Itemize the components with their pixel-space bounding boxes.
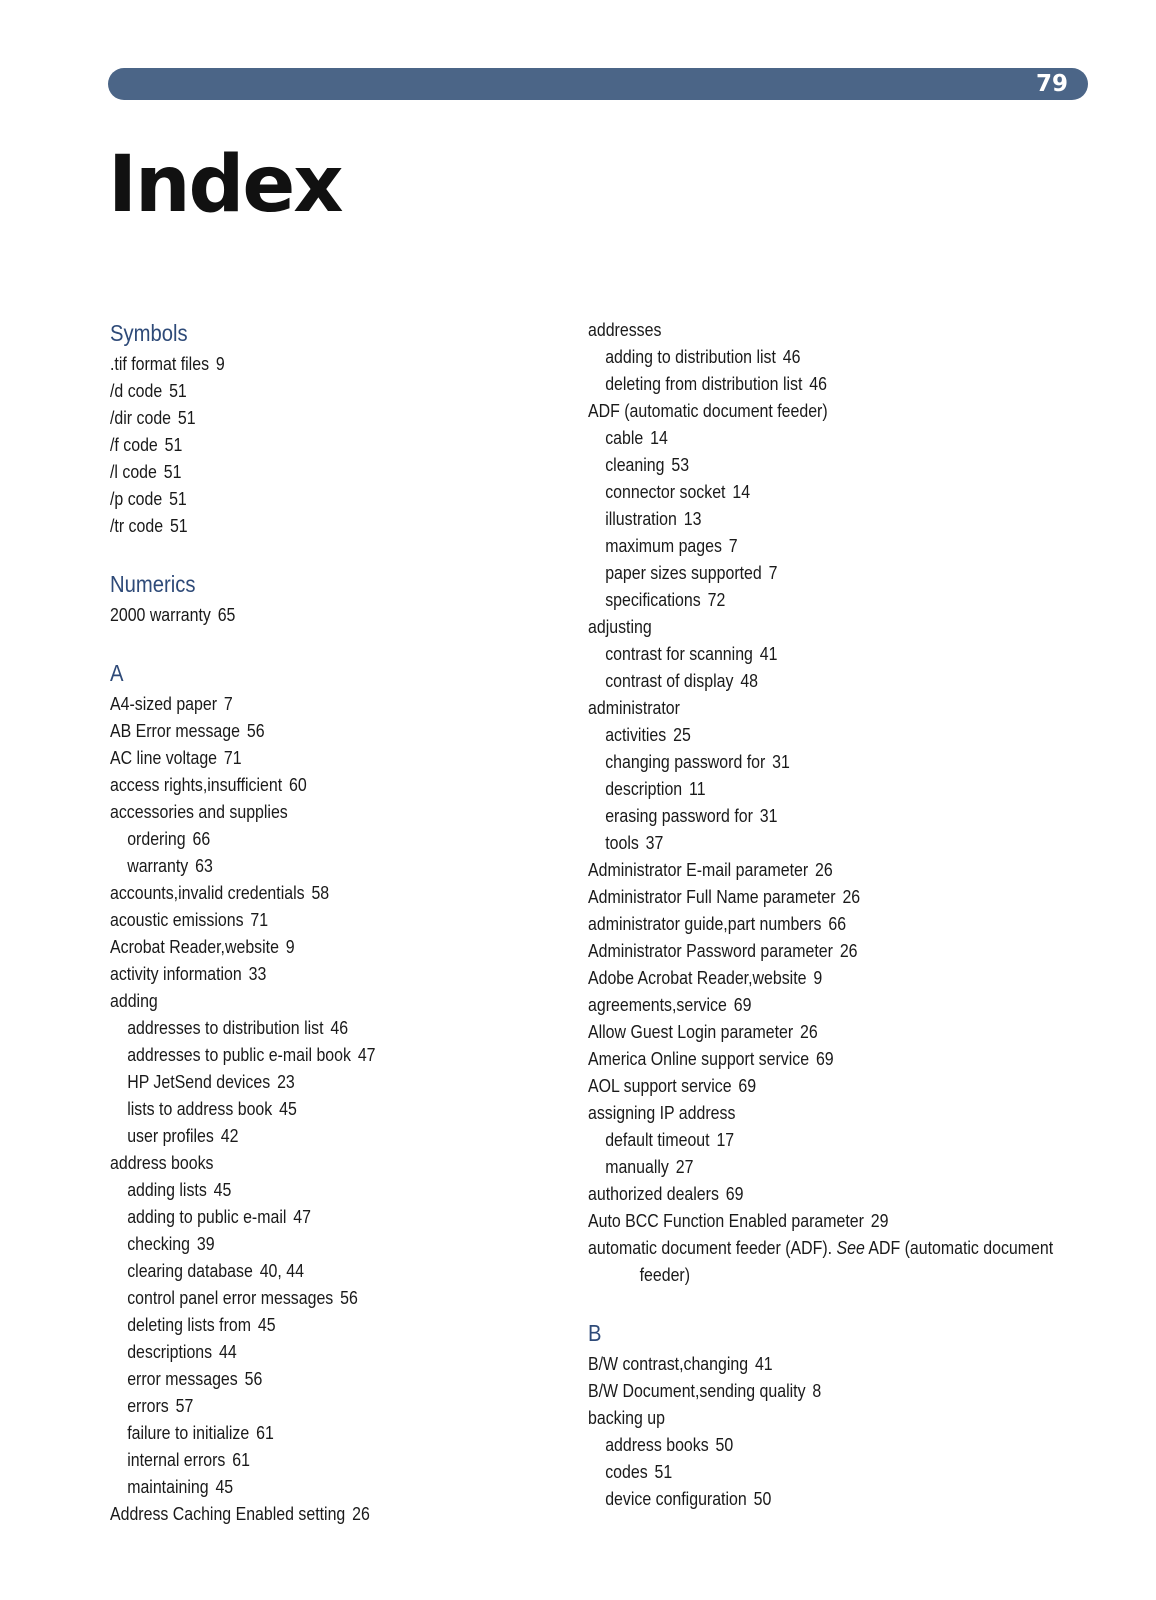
page-reference: 51	[169, 488, 187, 509]
index-entry	[110, 1149, 514, 1176]
page-reference: 71	[250, 909, 269, 930]
page-number: 79	[1035, 71, 1068, 97]
index-entry	[110, 1284, 514, 1311]
page-reference: 56	[244, 1368, 263, 1389]
page-reference: 61	[256, 1422, 274, 1443]
index-entry	[588, 532, 1018, 559]
entry-term: device configuration	[605, 1488, 747, 1509]
entry-term: America Online support service	[588, 1048, 810, 1069]
index-entry	[110, 960, 514, 987]
page-reference: 45	[257, 1314, 276, 1335]
index-entry	[588, 505, 1018, 532]
section-heading: B	[588, 1320, 602, 1346]
page-reference: 13	[683, 508, 702, 529]
index-entry	[110, 1014, 514, 1041]
index-entry	[110, 798, 514, 825]
index-entry	[588, 559, 1018, 586]
entry-term: adding lists	[127, 1179, 207, 1200]
entry-term: accessories and supplies	[110, 801, 288, 822]
index-entry	[110, 1419, 514, 1446]
entry-term: cleaning	[605, 454, 665, 475]
index-section	[588, 316, 1088, 1288]
page-reference: 56	[340, 1287, 358, 1308]
entry-term: tools	[605, 832, 639, 853]
page-reference: 39	[196, 1233, 215, 1254]
entry-term: activities	[605, 724, 667, 745]
entry-term: AB Error message	[110, 720, 240, 741]
index-column-right	[588, 316, 1088, 1540]
page-reference: 33	[248, 963, 267, 984]
page-reference: 66	[828, 913, 847, 934]
page-reference: 41	[754, 1353, 773, 1374]
index-entry	[588, 1485, 1018, 1512]
index-entry	[588, 721, 1018, 748]
index-entry	[588, 343, 1018, 370]
page-reference: 27	[675, 1156, 694, 1177]
index-entry	[110, 771, 514, 798]
page-reference: 46	[809, 373, 827, 394]
header-bar	[108, 68, 1088, 100]
index-entry	[588, 586, 1018, 613]
entry-term: user profiles	[127, 1125, 214, 1146]
page-reference: 7	[728, 535, 738, 556]
entry-term: addresses	[588, 319, 662, 340]
index-entry	[110, 1338, 514, 1365]
index-entry	[110, 1122, 514, 1149]
see-target-continued: feeder)	[639, 1264, 691, 1285]
index-entry	[110, 1473, 514, 1500]
index-entry	[110, 512, 514, 539]
index-entry	[588, 1180, 1018, 1207]
index-entry	[588, 1126, 1018, 1153]
index-entry	[588, 1458, 1018, 1485]
page-reference: 26	[352, 1503, 370, 1524]
entry-term: assigning IP address	[588, 1102, 736, 1123]
page-reference: 25	[673, 724, 691, 745]
page-reference: 8	[812, 1380, 822, 1401]
page-reference: 17	[716, 1129, 735, 1150]
entry-term: internal errors	[127, 1449, 226, 1470]
index-entry	[588, 478, 1018, 505]
index-entry	[588, 424, 1018, 451]
index-entry	[110, 431, 514, 458]
page-reference: 45	[215, 1476, 234, 1497]
entry-term: Adobe Acrobat Reader,website	[588, 967, 807, 988]
index-entry	[110, 1203, 514, 1230]
page-reference: 56	[246, 720, 265, 741]
entry-term: specifications	[605, 589, 701, 610]
entry-term: changing password for	[605, 751, 766, 772]
index-entry	[110, 404, 514, 431]
entry-term: descriptions	[127, 1341, 213, 1362]
entry-term: automatic document feeder (ADF).	[588, 1237, 833, 1258]
page-reference: 14	[732, 481, 751, 502]
entry-term: codes	[605, 1461, 648, 1482]
entry-term: erasing password for	[605, 805, 753, 826]
index-entry	[110, 1446, 514, 1473]
index-entry	[110, 744, 514, 771]
page-reference: 50	[715, 1434, 734, 1455]
index-entry	[110, 852, 514, 879]
entry-term: deleting lists from	[127, 1314, 251, 1335]
section-heading: A	[110, 660, 124, 686]
entry-term: adding to public e-mail	[127, 1206, 287, 1227]
page-reference: 50	[753, 1488, 772, 1509]
index-entry	[110, 458, 514, 485]
index-entry	[588, 1350, 1018, 1377]
page-reference: 69	[815, 1048, 834, 1069]
index-entry	[110, 601, 514, 628]
index-entry	[110, 1230, 514, 1257]
page-reference: 48	[740, 670, 759, 691]
index-entry	[110, 987, 514, 1014]
index-entry	[588, 316, 1018, 343]
entry-term: warranty	[127, 855, 189, 876]
page-reference: 46	[330, 1017, 349, 1038]
index-section	[110, 316, 580, 539]
section-heading: Numerics	[110, 571, 196, 597]
page-reference: 26	[839, 940, 858, 961]
entry-term: errors	[127, 1395, 169, 1416]
page-reference: 51	[169, 380, 187, 401]
page-reference: 72	[707, 589, 726, 610]
entry-term: activity information	[110, 963, 242, 984]
entry-term: administrator guide,part numbers	[588, 913, 822, 934]
entry-term: contrast for scanning	[605, 643, 753, 664]
index-entry	[110, 1500, 514, 1527]
index-entry	[588, 397, 1018, 424]
page-reference: 47	[293, 1206, 311, 1227]
page-reference: 51	[163, 461, 182, 482]
index-entry	[588, 937, 1018, 964]
page-reference: 26	[842, 886, 861, 907]
index-entry	[588, 1045, 1018, 1072]
page-reference: 45	[279, 1098, 297, 1119]
index-entry	[110, 879, 514, 906]
index-entry	[110, 1257, 514, 1284]
index-entry	[110, 690, 514, 717]
index-entry	[110, 1365, 514, 1392]
entry-term: maintaining	[127, 1476, 209, 1497]
page-reference: 37	[645, 832, 664, 853]
index-entry	[588, 667, 1018, 694]
entry-term: administrator	[588, 697, 680, 718]
entry-term: /d code	[110, 380, 163, 401]
index-entry	[110, 933, 514, 960]
entry-term: Administrator E-mail parameter	[588, 859, 809, 880]
entry-term: accounts,invalid credentials	[110, 882, 305, 903]
entry-term: description	[605, 778, 683, 799]
index-entry	[110, 1041, 514, 1068]
entry-term: /dir code	[110, 407, 172, 428]
entry-term: agreements,service	[588, 994, 727, 1015]
index-column-left	[110, 316, 580, 1555]
index-entry	[588, 748, 1018, 775]
index-entry	[110, 1311, 514, 1338]
entry-term: cable	[605, 427, 644, 448]
entry-term: checking	[127, 1233, 190, 1254]
page-reference: 63	[195, 855, 213, 876]
index-entry	[110, 1068, 514, 1095]
entry-term: address books	[605, 1434, 709, 1455]
page-reference: 23	[277, 1071, 295, 1092]
page-reference: 9	[285, 936, 295, 957]
entry-term: contrast of display	[605, 670, 734, 691]
entry-term: backing up	[588, 1407, 665, 1428]
index-entry	[588, 1018, 1018, 1045]
entry-term: HP JetSend devices	[127, 1071, 271, 1092]
page-title: Index	[108, 140, 342, 230]
page-reference: 9	[215, 353, 225, 374]
entry-term: maximum pages	[605, 535, 722, 556]
index-section	[110, 567, 580, 628]
entry-term: B/W contrast,changing	[588, 1353, 749, 1374]
index-entry	[588, 1404, 1018, 1431]
entry-term: .tif format files	[110, 353, 210, 374]
page-reference: 9	[813, 967, 823, 988]
page-reference: 40, 44	[259, 1260, 304, 1281]
entry-term: addresses to public e-mail book	[127, 1044, 351, 1065]
section-heading: Symbols	[110, 320, 188, 346]
page-reference: 65	[217, 604, 236, 625]
entry-term: paper sizes supported	[605, 562, 762, 583]
page-reference: 31	[772, 751, 790, 772]
entry-term: control panel error messages	[127, 1287, 334, 1308]
index-entry	[588, 856, 1018, 883]
page-reference: 69	[733, 994, 752, 1015]
index-entry	[110, 350, 514, 377]
page-reference: 42	[220, 1125, 239, 1146]
page-reference: 41	[759, 643, 778, 664]
page-reference: 57	[175, 1395, 194, 1416]
entry-term: /p code	[110, 488, 163, 509]
entry-term: failure to initialize	[127, 1422, 250, 1443]
page-reference: 44	[218, 1341, 237, 1362]
index-entry	[110, 825, 514, 852]
entry-term: Administrator Full Name parameter	[588, 886, 836, 907]
entry-term: ADF (automatic document feeder)	[588, 400, 828, 421]
index-entry	[588, 802, 1018, 829]
entry-term: deleting from distribution list	[605, 373, 803, 394]
see-reference: See	[836, 1237, 865, 1258]
entry-term: access rights,insufficient	[110, 774, 283, 795]
page-reference: 66	[192, 828, 211, 849]
page-reference: 53	[671, 454, 690, 475]
page-reference: 26	[800, 1021, 818, 1042]
index-entry	[110, 1176, 514, 1203]
index-entry	[588, 775, 1018, 802]
entry-term: AOL support service	[588, 1075, 732, 1096]
entry-term: authorized dealers	[588, 1183, 719, 1204]
entry-term: error messages	[127, 1368, 238, 1389]
index-entry	[588, 1234, 1054, 1288]
page-reference: 51	[169, 515, 188, 536]
index-entry	[588, 883, 1018, 910]
page-reference: 61	[232, 1449, 250, 1470]
entry-term: adjusting	[588, 616, 652, 637]
entry-term: addresses to distribution list	[127, 1017, 324, 1038]
page-reference: 51	[177, 407, 196, 428]
page-reference: 46	[782, 346, 801, 367]
page-reference: 60	[289, 774, 307, 795]
page-reference: 11	[689, 778, 706, 799]
page-reference: 58	[311, 882, 330, 903]
page-reference: 47	[357, 1044, 376, 1065]
page-reference: 51	[654, 1461, 673, 1482]
entry-term: B/W Document,sending quality	[588, 1380, 806, 1401]
index-entry	[588, 1099, 1018, 1126]
entry-term: illustration	[605, 508, 677, 529]
see-target: ADF (automatic document	[868, 1237, 1054, 1258]
page-reference: 26	[815, 859, 833, 880]
page-reference: 45	[213, 1179, 232, 1200]
page-reference: 69	[725, 1183, 744, 1204]
entry-term: /l code	[110, 461, 157, 482]
entry-term: /f code	[110, 434, 158, 455]
index-section	[110, 656, 580, 1527]
page-reference: 14	[650, 427, 668, 448]
index-entry	[588, 1072, 1018, 1099]
entry-term: adding to distribution list	[605, 346, 776, 367]
index-entry	[588, 1207, 1018, 1234]
index-entry	[588, 451, 1018, 478]
page-reference: 69	[738, 1075, 757, 1096]
page-reference: 31	[759, 805, 778, 826]
index-entry	[110, 377, 514, 404]
index-entry	[110, 906, 514, 933]
index-entry	[588, 1377, 1018, 1404]
entry-term: acoustic emissions	[110, 909, 244, 930]
entry-term: Auto BCC Function Enabled parameter	[588, 1210, 864, 1231]
entry-term: A4-sized paper	[110, 693, 218, 714]
entry-term: adding	[110, 990, 158, 1011]
page-reference: 7	[223, 693, 233, 714]
entry-term: address books	[110, 1152, 214, 1173]
index-entry	[588, 910, 1018, 937]
index-entry	[110, 717, 514, 744]
index-entry	[588, 1431, 1018, 1458]
entry-term: connector socket	[605, 481, 726, 502]
entry-term: Administrator Password parameter	[588, 940, 833, 961]
entry-term: Allow Guest Login parameter	[588, 1021, 794, 1042]
page-reference: 7	[768, 562, 778, 583]
page-reference: 51	[164, 434, 183, 455]
entry-term: default timeout	[605, 1129, 710, 1150]
index-entry	[588, 829, 1018, 856]
entry-term: Address Caching Enabled setting	[110, 1503, 346, 1524]
index-entry	[588, 1153, 1018, 1180]
index-section	[588, 1316, 1088, 1512]
index-entry	[110, 1392, 514, 1419]
entry-term: lists to address book	[127, 1098, 273, 1119]
index-entry	[588, 370, 1018, 397]
entry-term: manually	[605, 1156, 669, 1177]
index-entry	[588, 964, 1018, 991]
index-entry	[588, 694, 1018, 721]
entry-term: clearing database	[127, 1260, 253, 1281]
page-reference: 71	[223, 747, 242, 768]
entry-term: Acrobat Reader,website	[110, 936, 279, 957]
entry-term: ordering	[127, 828, 186, 849]
index-entry	[588, 640, 1018, 667]
entry-term: AC line voltage	[110, 747, 218, 768]
index-entry	[110, 485, 514, 512]
index-entry	[588, 991, 1018, 1018]
page-reference: 29	[870, 1210, 889, 1231]
entry-term: 2000 warranty	[110, 604, 211, 625]
index-entry	[588, 613, 1018, 640]
index-entry	[110, 1095, 514, 1122]
entry-term: /tr code	[110, 515, 164, 536]
